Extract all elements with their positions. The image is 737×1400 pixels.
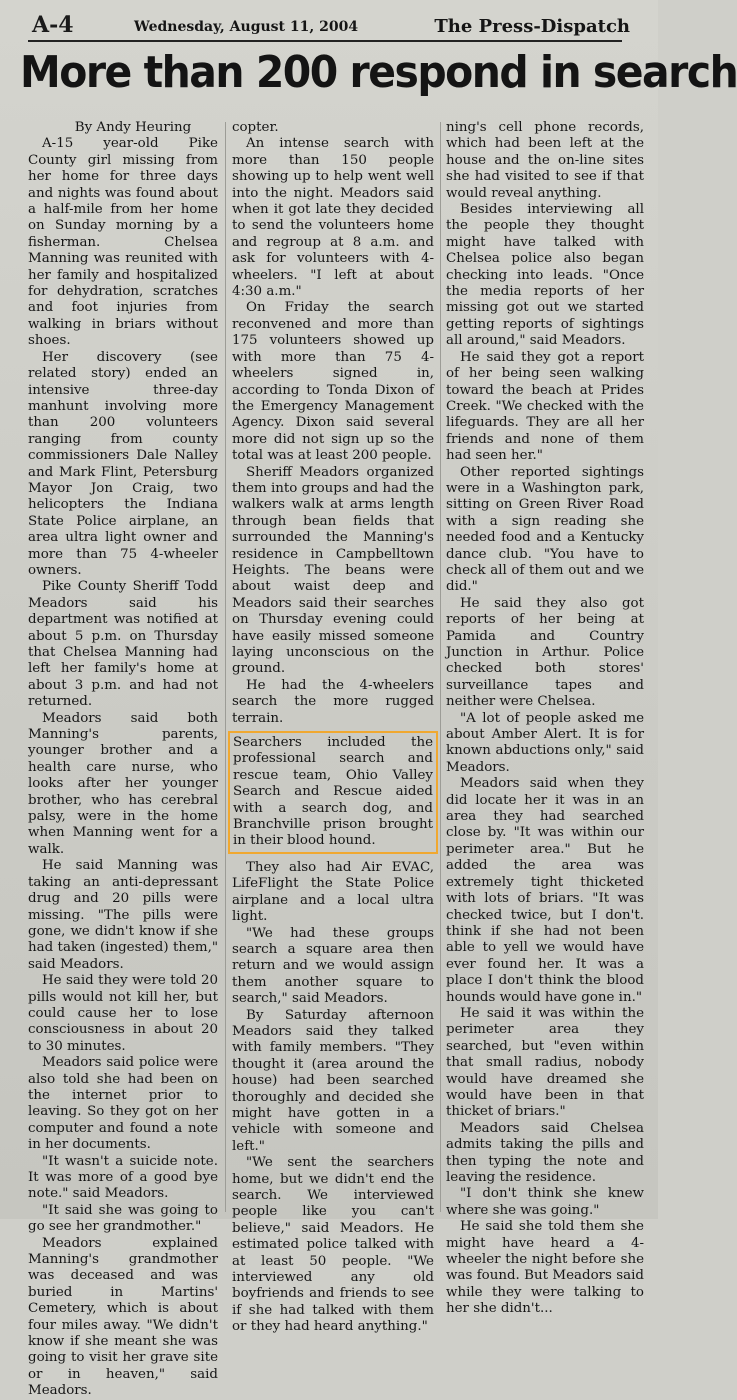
- paragraph: Besides interviewing all the people they thought might have talked with Chelsea police also began checking into leads. "Once the media reports of her missing got out we started getting reports of sightings all around," said Meadors.: [446, 202, 644, 349]
- article-column-1: [28, 120, 218, 1399]
- paragraph: Meadors said when they did locate her it was in an area they had searched close by. "It was within our perimeter area." But he added the area was extremely tight thicketed with lots of briars. "It was checked twice, but I don't. think if she had not been able to yell we would have ever found her. It was a place I don't think the blood hounds would have gone in.": [446, 776, 644, 1005]
- paragraph: Sheriff Meadors organized them into groups and had the walkers walk at arms length through bean fields that surrounded the Manning's residence in Campbelltown Heights. The beans were about waist deep and Meadors said their searches on Thursday evening could have easily missed someone laying unconscious on the ground.: [232, 464, 434, 677]
- paragraph: Pike County Sheriff Todd Meadors said his department was notified at about 5 p.m. on Thursday that Chelsea Manning had left her family's home at about 3 p.m. and had not returned.: [28, 579, 218, 710]
- paragraph: "It wasn't a suicide note. It was more of a good bye note." said Meadors.: [28, 1153, 218, 1202]
- masthead-rule: [28, 40, 622, 42]
- headline: More than 200 respond in search: [20, 47, 737, 98]
- byline: By Andy Heuring: [74, 120, 192, 135]
- paragraph: He said Manning was taking an anti-depressant drug and 20 pills were missing. "The pills were gone, we didn't know if she had taken (ingested) them," said Meadors.: [28, 858, 218, 972]
- paragraph: "A lot of people asked me about Amber Alert. It is for known abductions only," said Meadors.: [446, 710, 644, 775]
- issue-date: Wednesday, August 11, 2004: [134, 19, 359, 35]
- paragraph: He said it was within the perimeter area they searched, but "even within that small radius, nobody would have dreamed she would have been in that thicket of briars.": [446, 1005, 644, 1120]
- masthead: [24, 10, 644, 42]
- article-column-2: [232, 120, 434, 1335]
- paragraph: Meadors said police were also told she had been on the internet prior to leaving. So they got on her computer and found a note in her documents.: [28, 1055, 218, 1153]
- column-divider: [440, 122, 441, 1212]
- paragraph: He said they got a report of her being seen walking toward the beach at Prides Creek. "We checked with the lifeguards. They are all her friends and none of them had seen her.": [446, 349, 644, 464]
- highlighted-passage: [228, 731, 438, 854]
- paragraph: Meadors explained Manning's grandmother was deceased and was buried in Martins' Cemetery, which is about four miles away. "We didn't know if she meant she was going to visit her grave site or in heaven," said Meadors.: [28, 1235, 218, 1399]
- paragraph: Her discovery (see related story) ended an intensive three-day manhunt involving more than 200 volunteers ranging from county commissioners Dale Nalley and Mark Flint, Petersburg Mayor Jon Craig, two helicopters the Indiana State Police airplane, an area ultra light owner and more than 75 4-wheeler owners.: [28, 349, 218, 578]
- paragraph: On Friday the search reconvened and more than 175 volunteers showed up with more than 75 4-wheelers signed in, according to Tonda Dixon of the Emergency Management Agency. Dixon said several more did not sign up so the total was at least 200 people.: [232, 300, 434, 464]
- page-number: A-4: [32, 12, 74, 38]
- paragraph: "I don't think she knew where she was going.": [446, 1186, 644, 1218]
- paragraph: Meadors said both Manning's parents, younger brother and a health care nurse, who looks after her younger brother, who has cerebral palsy, were in the home when Manning went for a walk.: [28, 710, 218, 857]
- paragraph: He said they also got reports of her being at Pamida and Country Junction in Arthur. Police checked both stores' surveillance tapes and neither were Chelsea.: [446, 595, 644, 710]
- paragraph: Searchers included the professional search and rescue team, Ohio Valley Search and Rescue aided with a search dog, and Branchville prison brought in their blood hound.: [233, 735, 433, 849]
- paragraph: "We had these groups search a square area then return and we would assign them another square to search," said Meadors.: [232, 925, 434, 1007]
- paragraph: They also had Air EVAC, LifeFlight the State Police airplane and a local ultra light.: [232, 859, 434, 925]
- paragraph: An intense search with more than 150 people showing up to help went well into the night. Meadors said when it got late they decided to send the volunteers home and regroup at 8 a.m. and ask for volunteers with 4-wheelers. "I left at about 4:30 a.m.": [232, 136, 434, 300]
- newspaper-name: The Press-Dispatch: [434, 16, 630, 37]
- paragraph: By Saturday afternoon Meadors said they talked with family members. "They thought it (area around the house) had been searched thoroughly and decided she might have gotten in a vehicle with someone and left.": [232, 1007, 434, 1154]
- paragraph: "It said she was going to go see her grandmother.": [28, 1202, 218, 1235]
- paragraph: He said they were told 20 pills would not kill her, but could cause her to lose consciousness in about 20 to 30 minutes.: [28, 973, 218, 1054]
- paragraph: "We sent the searchers home, but we didn't end the search. We interviewed people like you can't believe," said Meadors. He estimated police talked with at least 50 people. "We interviewed any old boyfriends and friends to see if she had talked with them or they had heard anything.": [232, 1155, 434, 1335]
- paragraph: A-15 year-old Pike County girl missing from her home for three days and nights was found about a half-mile from her home on Sunday morning by a fisherman. Chelsea Manning was reunited with her family and hospitalized for dehydration, scratches and foot injuries from walking in briars without shoes.: [28, 136, 218, 349]
- article-column-3: [446, 120, 644, 1317]
- column-divider: [225, 122, 226, 1212]
- paragraph: Other reported sightings were in a Washington park, sitting on Green River Road with a sign reading she needed food and a Kentucky dance club. "You have to check all of them out and we did.": [446, 464, 644, 595]
- paragraph: He had the 4-wheelers search the more rugged terrain.: [232, 677, 434, 726]
- paragraph: Meadors said Chelsea admits taking the pills and then typing the note and leaving the residence.: [446, 1120, 644, 1185]
- paragraph: copter.: [232, 120, 279, 135]
- paragraph: He said she told them she might have heard a 4-wheeler the night before she was found. But Meadors said while they were talking to her she didn't...: [446, 1219, 644, 1317]
- paragraph: ning's cell phone records, which had been left at the house and the on-line sites she had visited to see if that would reveal anything.: [446, 120, 644, 201]
